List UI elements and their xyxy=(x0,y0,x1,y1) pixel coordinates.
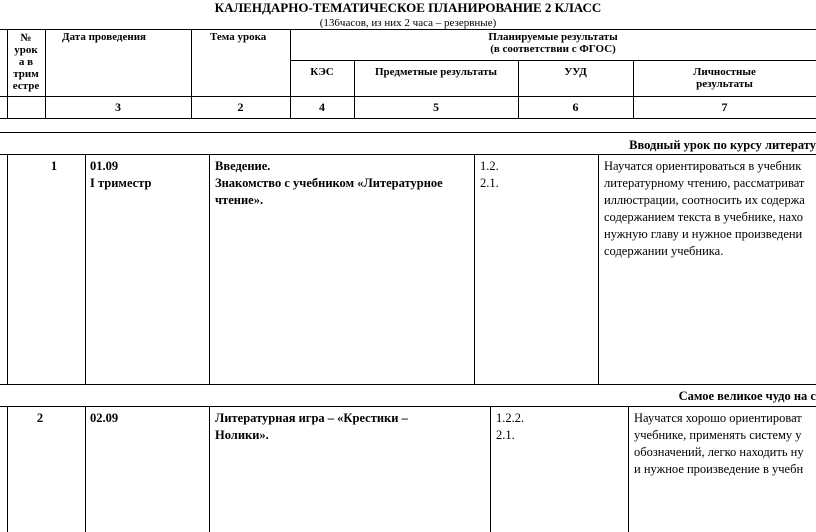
page-subtitle: (136часов, из них 2 часа – резервные) xyxy=(319,17,497,29)
col-header-topic: Тема урока xyxy=(210,31,267,43)
col-header-planned: Планируемые результаты xyxy=(488,31,618,43)
row-number: 1 xyxy=(50,159,58,173)
col-header-uud: УУД xyxy=(564,66,587,78)
section-title: Самое великое чудо на с xyxy=(678,389,816,403)
page-title: КАЛЕНДАРНО-ТЕМАТИЧЕСКОЕ ПЛАНИРОВАНИЕ 2 КЛАСС xyxy=(214,0,602,15)
row-date: 02.09 xyxy=(90,411,119,425)
col-header-date: Дата проведения xyxy=(62,31,147,43)
col-header-personal-2: результаты xyxy=(696,78,753,90)
col-header-subject-results: Предметные результаты xyxy=(374,66,498,78)
col-header-personal: Личностные xyxy=(693,66,756,78)
col-header-kes: КЭС xyxy=(310,66,334,78)
col-header-planned-sub: (в соответствии с ФГОС) xyxy=(490,43,616,55)
row-number: 2 xyxy=(36,411,44,425)
section-title: Вводный урок по курсу литерату xyxy=(629,138,816,152)
